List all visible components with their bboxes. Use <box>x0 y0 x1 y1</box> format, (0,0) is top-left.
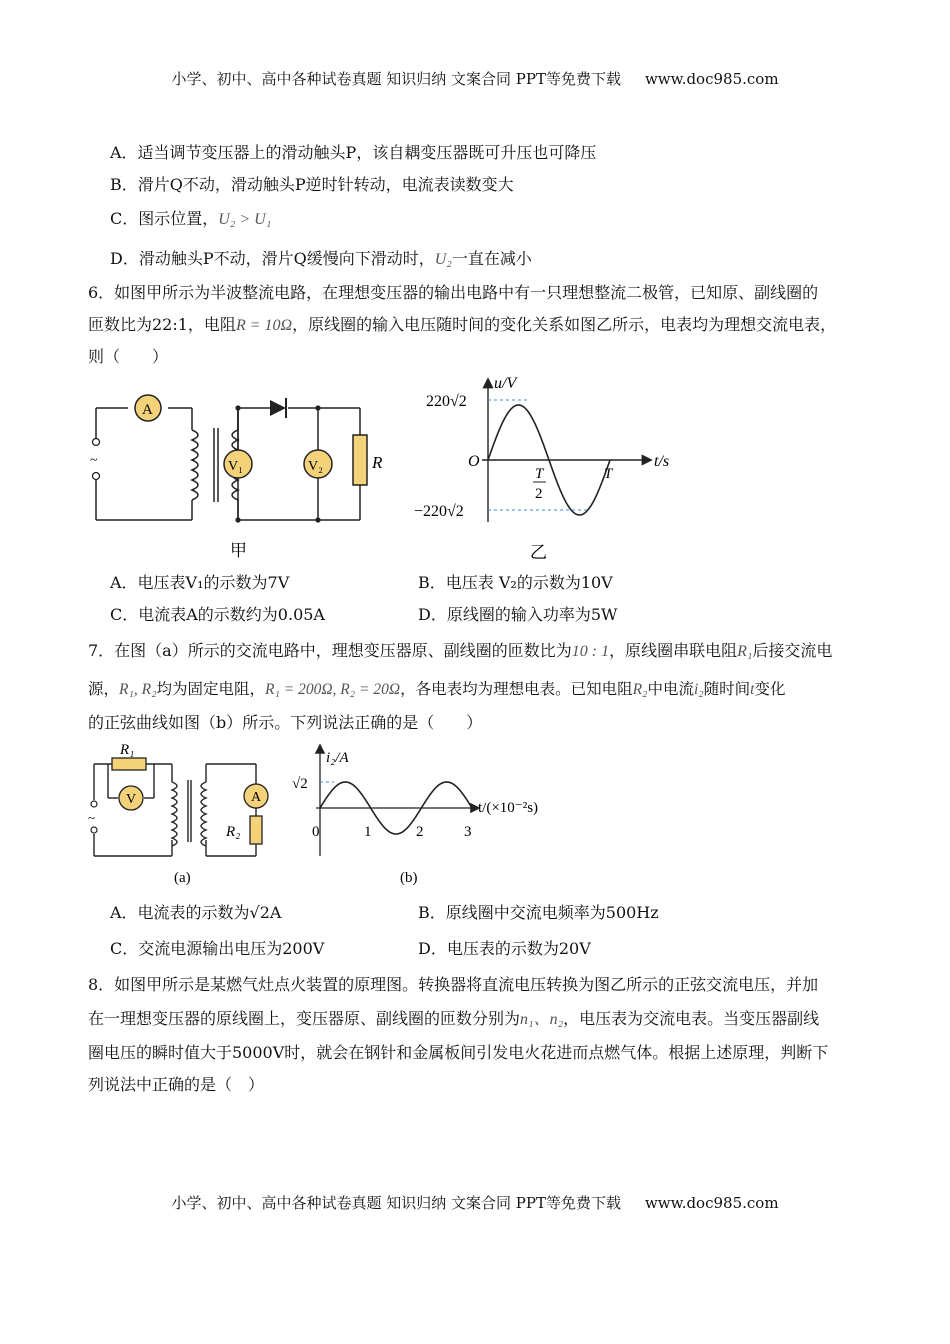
voltmeter-v1-label: V₁ <box>228 459 243 474</box>
graph-yi-t: T <box>604 466 613 482</box>
q7-l2-e: 随时间 <box>703 680 751 698</box>
q7-r1-math: R₁ <box>737 643 753 660</box>
graph-b-xlabel: t/(×10⁻²s) <box>478 800 539 816</box>
q7-l2-m3: R₂ <box>632 681 648 698</box>
q6-option-a: A．电压表V₁的示数为7V <box>110 573 290 592</box>
q5-option-a: A．适当调节变压器上的滑动触头P，该自耦变压器既可升压也可降压 <box>110 143 597 162</box>
q7-l2-m4: i₂ <box>693 681 704 698</box>
q5-option-d-tail: 一直在减小 <box>451 249 532 268</box>
q6-stem-line1: 6．如图甲所示为半波整流电路，在理想变压器的输出电路中有一只理想整流二极管，已知原、副线圈的 <box>88 283 819 302</box>
q5-option-d-math: U₂ <box>434 251 452 268</box>
q8-turns-math: n₁、n₂ <box>520 1011 564 1028</box>
q7-option-c: C．交流电源输出电压为200V <box>110 939 325 958</box>
q8-stem-line2 <box>88 1008 819 1031</box>
q5-option-b: B．滑片Q不动，滑动触头P逆时针转动，电流表读数变大 <box>110 175 514 194</box>
q7-l2-c: ，各电表均为理想电表。已知电阻 <box>400 680 633 698</box>
q5-option-c-text: C．图示位置， <box>110 209 219 228</box>
r1-label: R₁ <box>120 742 135 758</box>
graph-b-tick-3: 3 <box>464 824 472 840</box>
r2-label: R₂ <box>226 824 241 840</box>
graph-yi-xlabel: t/s <box>654 453 670 470</box>
q6-stem-line3: 则（ ） <box>88 347 169 366</box>
q6-resistance-math: R = 10Ω <box>235 317 293 334</box>
graph-yi-ymin: −220√2 <box>414 503 464 520</box>
graph-yi-half-t-den: 2 <box>535 486 543 502</box>
graph-b-tick-1: 1 <box>364 824 372 840</box>
q6-stem-line2 <box>88 314 836 337</box>
q7-option-d: D．电压表的示数为20V <box>418 939 591 958</box>
q6-circuit-figure <box>80 380 400 570</box>
q7-stem-line2 <box>88 678 786 701</box>
q7-current-graph <box>288 742 558 892</box>
footer-text: 小学、初中、高中各种试卷真题 知识归纳 文案合同 PPT等免费下载 <box>171 1194 621 1212</box>
resistor-r-label: R <box>372 453 383 472</box>
voltmeter-v2-label: V₂ <box>308 459 323 474</box>
q6-option-d: D．原线圈的输入功率为5W <box>418 605 618 624</box>
graph-yi-ylabel: u/V <box>494 375 517 392</box>
graph-yi-half-t-num: T <box>535 466 544 482</box>
q8-l2-b: ，电压表为交流电表。当变压器副线 <box>563 1009 820 1028</box>
header-text: 小学、初中、高中各种试卷真题 知识归纳 文案合同 PPT等免费下载 <box>171 70 621 88</box>
q7-l2-a: 源， <box>88 680 120 698</box>
q6-stem-line2-b: ，原线圈的输入电压随时间的变化关系如图乙所示，电表均为理想交流电表， <box>292 315 837 334</box>
resistor-r2-icon <box>250 816 262 844</box>
q8-stem-line4: 列说法中正确的是（ ） <box>88 1075 265 1094</box>
q7-option-a: A．电流表的示数为√2A <box>110 903 282 922</box>
q7-stem-line1 <box>88 640 832 663</box>
ac-source-label-a: ~ <box>88 810 96 825</box>
q7-l1-c: 后接交流电 <box>752 641 833 660</box>
ac-source-label: ~ <box>90 453 98 468</box>
q6-voltage-graph <box>410 372 710 568</box>
graph-b-ymax: √2 <box>292 776 308 792</box>
q7-ratio-math: 10 : 1 <box>571 643 610 660</box>
header-url[interactable]: www.doc985.com <box>644 70 779 88</box>
q7-l2-m1: R₁, R₂ <box>119 681 157 698</box>
q6-option-c: C．电流表A的示数约为0.05A <box>110 605 325 624</box>
q7-option-b: B．原线圈中交流电频率为500Hz <box>418 903 659 922</box>
q7-l2-m5: t <box>750 681 755 698</box>
ammeter-label: A <box>142 402 153 418</box>
fig-jia-caption: 甲 <box>230 541 247 560</box>
fig-a-caption: (a) <box>174 870 191 886</box>
diode-icon <box>270 400 286 416</box>
q7-l2-m2: R₁ = 200Ω, R₂ = 20Ω <box>265 681 401 698</box>
footer-url[interactable]: www.doc985.com <box>644 1194 779 1212</box>
q5-option-d <box>110 248 532 271</box>
q6-stem-line2-a: 匝数比为22:1，电阻 <box>88 315 236 334</box>
page-header <box>0 68 950 89</box>
graph-yi-ymax: 220√2 <box>426 393 467 410</box>
q7-l2-b: 均为固定电阻， <box>156 680 265 698</box>
q5-option-c-math: U₂ > U₁ <box>218 211 272 228</box>
q8-stem-line1: 8．如图甲所示是某燃气灶点火装置的原理图。转换器将直流电压转换为图乙所示的正弦交流电压，并加 <box>88 975 819 994</box>
page-footer <box>0 1192 950 1213</box>
graph-b-tick-2: 2 <box>416 824 424 840</box>
q7-l1-a: 7．在图（a）所示的交流电路中，理想变压器原、副线圈的匝数比为 <box>88 641 572 660</box>
q7-l1-b: ，原线圈串联电阻 <box>609 641 738 660</box>
ammeter-a-label: A <box>251 790 262 805</box>
fig-b-caption: (b) <box>400 870 418 886</box>
graph-yi-origin: O <box>468 453 480 470</box>
resistor-r-icon <box>353 435 367 485</box>
graph-b-tick-0: 0 <box>312 824 320 840</box>
q8-l2-a: 在一理想变压器的原线圈上，变压器原、副线圈的匝数分别为 <box>88 1009 521 1028</box>
voltmeter-v-label: V <box>126 792 137 807</box>
q6-option-b: B．电压表 V₂的示数为10V <box>418 573 613 592</box>
q5-option-c <box>110 208 271 231</box>
q5-option-d-text: D．滑动触头P不动，滑片Q缓慢向下滑动时， <box>110 249 435 268</box>
q7-circuit-figure <box>84 742 284 892</box>
graph-b-ylabel: i₂/A <box>326 750 349 766</box>
q7-l2-d: 中电流 <box>647 680 694 698</box>
resistor-r1-icon <box>112 758 146 770</box>
fig-yi-caption: 乙 <box>530 543 547 562</box>
q7-stem-line3: 的正弦曲线如图（b）所示。下列说法正确的是（ ） <box>88 713 483 732</box>
q8-stem-line3: 圈电压的瞬时值大于5000V时，就会在钢针和金属板间引发电火花进而点燃气体。根据上述原理，判断下 <box>88 1043 829 1062</box>
q7-l2-f: 变化 <box>754 680 786 698</box>
